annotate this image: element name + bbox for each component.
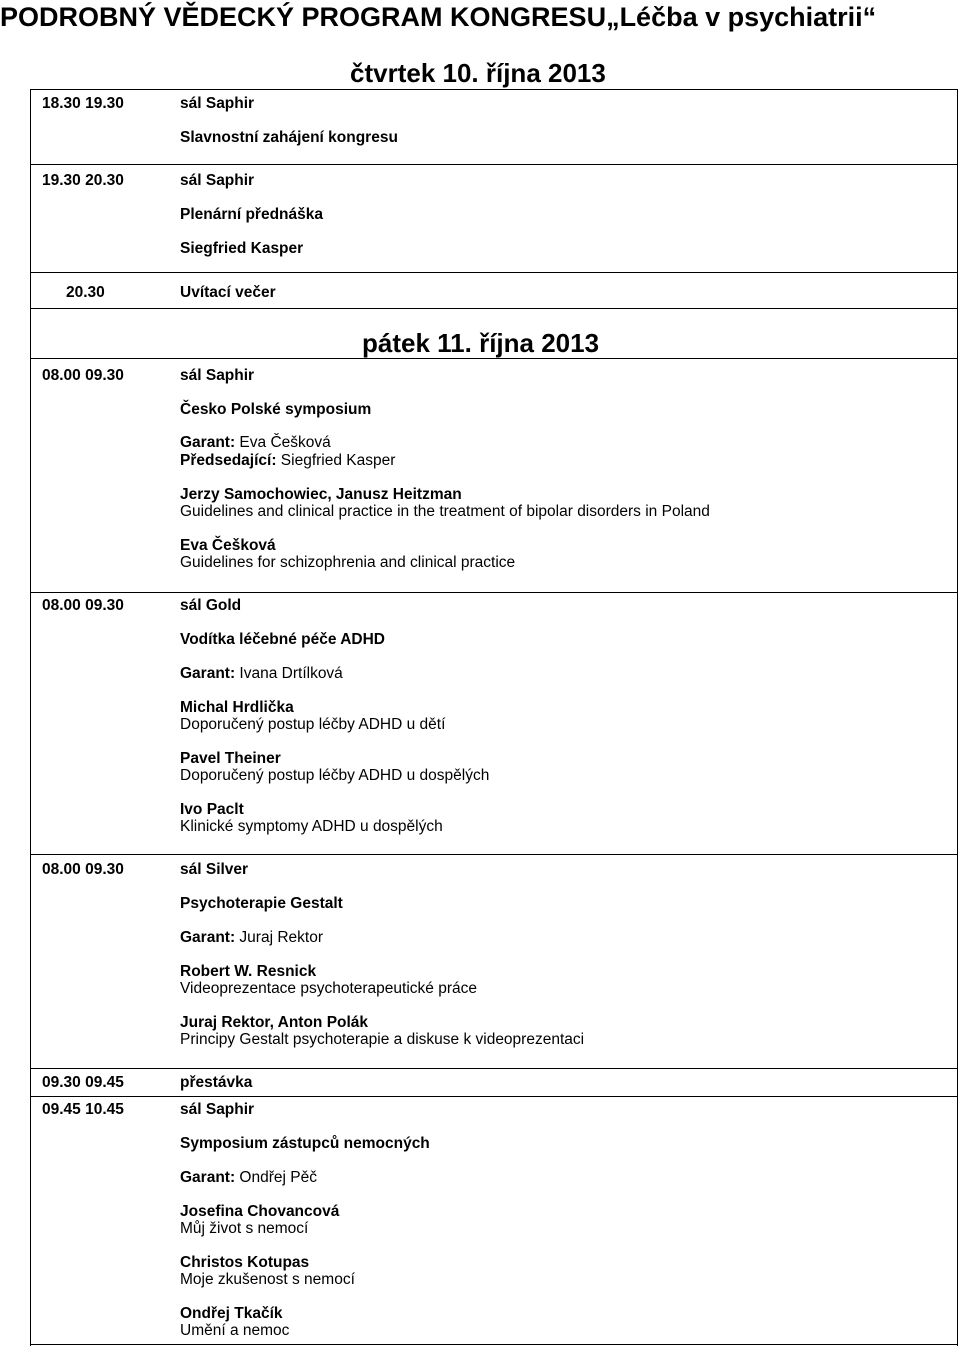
table-right-border [957, 89, 958, 1346]
session-room: sál Saphir [180, 95, 255, 112]
table-left-border [30, 89, 31, 1346]
session-time: 19.30 20.30 [42, 172, 124, 189]
session-room: sál Gold [180, 597, 242, 614]
session-garant [180, 929, 323, 946]
row-divider [30, 272, 958, 273]
garant-name: Ondřej Pěč [235, 1169, 317, 1186]
session-time: 20.30 [66, 284, 105, 301]
talk-title: Guidelines and clinical practice in the treatment of bipolar disorders in Poland [180, 503, 710, 520]
garant-label: Garant: [180, 434, 236, 451]
talk-title: Umění a nemoc [180, 1322, 290, 1339]
session-time: 09.45 10.45 [42, 1101, 124, 1118]
session-garant [180, 1169, 317, 1186]
page-title: PODROBNÝ VĚDECKÝ PROGRAM KONGRESU„Léčba v psychiatrii“ [0, 2, 877, 32]
session-room: sál Saphir [180, 367, 255, 384]
talk-speaker: Pavel Theiner [180, 750, 281, 767]
talk-title: Klinické symptomy ADHD u dospělých [180, 818, 443, 835]
day-heading-thursday: čtvrtek 10. října 2013 [350, 58, 606, 88]
talk-speaker: Eva Češková [180, 537, 276, 554]
row-divider [30, 592, 958, 593]
session-title: Slavnostní zahájení kongresu [180, 129, 398, 146]
row-divider [30, 854, 958, 855]
garant-label: Garant: [180, 1169, 236, 1186]
garant-label: Garant: [180, 929, 236, 946]
talk-title: Moje zkušenost s nemocí [180, 1271, 355, 1288]
talk-speaker: Ondřej Tkačík [180, 1305, 283, 1322]
talk-title: Doporučený postup léčby ADHD u dětí [180, 716, 446, 733]
session-room: sál Silver [180, 861, 249, 878]
row-divider [30, 89, 958, 90]
session-time: 08.00 09.30 [42, 861, 124, 878]
chair-name: Siegfried Kasper [276, 452, 396, 469]
session-time: 09.30 09.45 [42, 1074, 124, 1091]
session-title: Symposium zástupců nemocných [180, 1135, 430, 1152]
talk-title: Videoprezentace psychoterapeutické práce [180, 980, 477, 997]
garant-name: Juraj Rektor [235, 929, 323, 946]
talk-speaker: Christos Kotupas [180, 1254, 310, 1271]
row-divider [30, 308, 958, 309]
session-title: Česko Polské symposium [180, 401, 372, 418]
session-room: sál Saphir [180, 172, 255, 189]
garant-name: Eva Češková [235, 434, 331, 451]
session-time: 08.00 09.30 [42, 597, 124, 614]
talk-speaker: Michal Hrdlička [180, 699, 294, 716]
talk-speaker: Jerzy Samochowiec, Janusz Heitzman [180, 486, 462, 503]
talk-speaker: Robert W. Resnick [180, 963, 317, 980]
row-divider [30, 1344, 958, 1345]
session-chair [180, 452, 395, 469]
session-title: Vodítka léčebné péče ADHD [180, 631, 386, 648]
session-title: Uvítací večer [180, 284, 276, 301]
session-title: přestávka [180, 1074, 253, 1091]
garant-label: Garant: [180, 665, 236, 682]
talk-speaker: Juraj Rektor, Anton Polák [180, 1014, 369, 1031]
garant-name: Ivana Drtílková [235, 665, 343, 682]
session-time: 08.00 09.30 [42, 367, 124, 384]
talk-title: Principy Gestalt psychoterapie a diskuse k videoprezentaci [180, 1031, 585, 1048]
session-time: 18.30 19.30 [42, 95, 124, 112]
day-heading-friday: pátek 11. října 2013 [362, 328, 600, 358]
session-title: Psychoterapie Gestalt [180, 895, 343, 912]
talk-speaker: Ivo Paclt [180, 801, 244, 818]
session-garant [180, 434, 331, 451]
talk-title: Můj život s nemocí [180, 1220, 309, 1237]
talk-speaker: Josefina Chovancová [180, 1203, 340, 1220]
talk-title: Guidelines for schizophrenia and clinical practice [180, 554, 516, 571]
session-garant [180, 665, 343, 682]
row-divider [30, 164, 958, 165]
chair-label: Předsedající: [180, 452, 277, 469]
session-title: Plenární přednáška [180, 206, 324, 223]
row-divider [30, 1068, 958, 1069]
talk-title: Doporučený postup léčby ADHD u dospělých [180, 767, 490, 784]
session-speaker: Siegfried Kasper [180, 240, 304, 257]
session-room: sál Saphir [180, 1101, 255, 1118]
row-divider [30, 1096, 958, 1097]
